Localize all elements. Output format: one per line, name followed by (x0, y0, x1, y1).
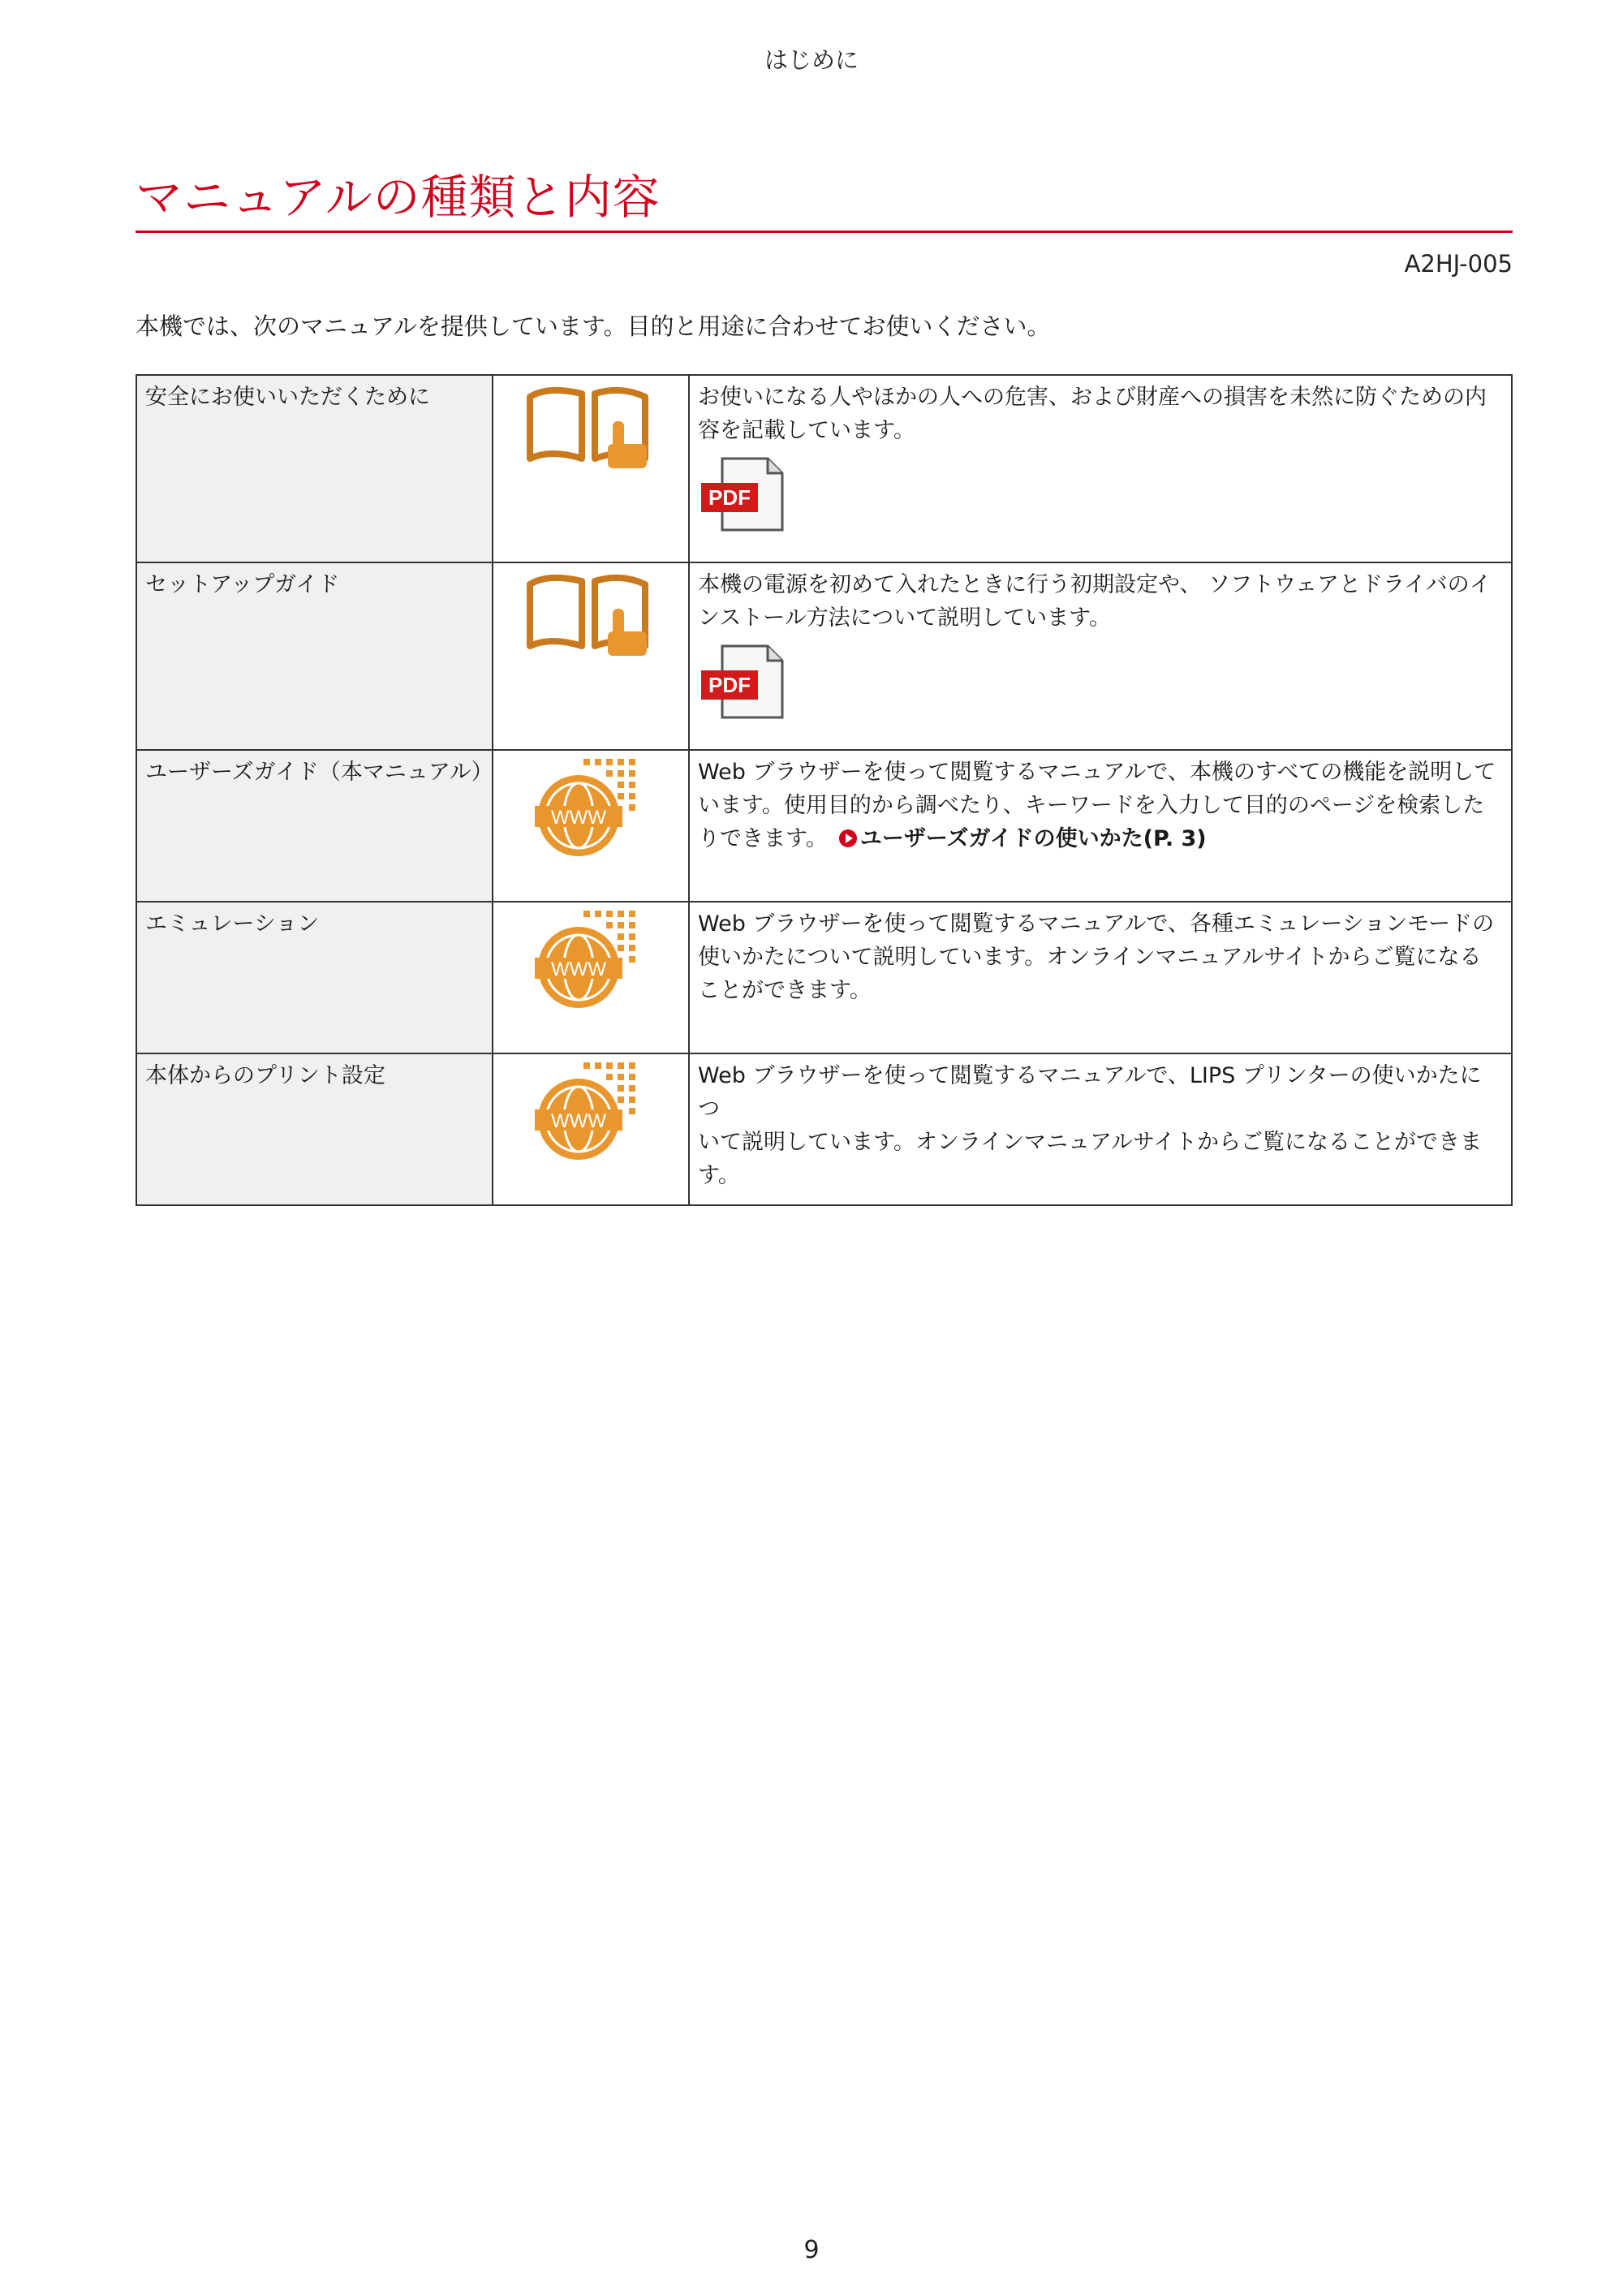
desc-line: ンストール方法について説明しています。 (698, 605, 1111, 631)
table-row (136, 562, 1512, 750)
desc-line: す。 (698, 1163, 740, 1188)
manual-name: 本体からのプリント設定 (136, 1053, 493, 1205)
page-number: 9 (803, 2236, 820, 2264)
svg-text:PDF: PDF (708, 673, 751, 697)
table-row (136, 375, 1512, 562)
desc-line: りできます。 (698, 826, 828, 851)
icon-cell (493, 902, 689, 1053)
link-arrow-icon (839, 829, 857, 847)
svg-text:WWW: WWW (551, 1110, 606, 1132)
desc-line: 容を記載しています。 (698, 418, 915, 443)
desc-line: いて説明しています。オンラインマニュアルサイトからご覧になることができま (698, 1130, 1483, 1155)
desc-line: Web ブラウザーを使って閲覧するマニュアルで、各種エミュレーションモードの (698, 911, 1495, 937)
pdf-icon[interactable] (698, 673, 787, 726)
manuals-table (136, 374, 1513, 1206)
manual-name: 安全にお使いいただくために (136, 375, 493, 562)
table-row (136, 750, 1512, 902)
desc-line: お使いになる人やほかの人への危害、および財産への損害を未然に防ぐための内 (698, 385, 1487, 410)
book-icon (523, 450, 658, 476)
icon-cell (493, 1053, 689, 1205)
manual-name: セットアップガイド (136, 562, 493, 750)
desc-line: ことができます。 (698, 978, 872, 1003)
manual-description (689, 902, 1512, 1053)
manual-description (689, 1053, 1512, 1205)
svg-text:WWW: WWW (551, 807, 606, 829)
book-icon (523, 638, 658, 663)
manual-description (689, 750, 1512, 902)
pdf-icon[interactable] (698, 485, 787, 539)
icon-cell (493, 750, 689, 902)
desc-line: 使いかたについて説明しています。オンラインマニュアルサイトからご覧になる (698, 945, 1482, 970)
table-row (136, 902, 1512, 1053)
desc-line: Web ブラウザーを使って閲覧するマニュアルで、LIPS プリンターの使いかたにつ (698, 1063, 1482, 1122)
desc-line: Web ブラウザーを使って閲覧するマニュアルで、本機のすべての機能を説明して (698, 760, 1496, 785)
svg-text:PDF: PDF (708, 485, 751, 510)
desc-line: 本機の電源を初めて入れたときに行う初期設定や、 ソフトウェアとドライバのイ (698, 572, 1492, 597)
www-globe-icon (530, 1110, 652, 1170)
manual-name: エミュレーション (136, 902, 493, 1053)
desc-line: います。使用目的から調べたり、キーワードを入力して目的のページを検索した (698, 793, 1485, 818)
icon-cell (493, 562, 689, 750)
desc-line-with-link (698, 822, 1503, 855)
doc-code: A2HJ-005 (1404, 250, 1513, 278)
running-header: はじめに (764, 46, 859, 74)
page-title: マニュアルの種類と内容 (136, 170, 661, 225)
www-globe-icon (530, 958, 652, 1019)
svg-text:WWW: WWW (551, 958, 606, 980)
guide-link[interactable]: ユーザーズガイドの使いかた(P. 3) (859, 826, 1207, 851)
title-rule (136, 230, 1513, 233)
table-row (136, 1053, 1512, 1205)
www-globe-icon (530, 807, 652, 867)
manual-description (689, 562, 1512, 750)
icon-cell (493, 375, 689, 562)
manual-name: ユーザーズガイド（本マニュアル） (136, 750, 493, 902)
manual-description (689, 375, 1512, 562)
intro-text: 本機では、次のマニュアルを提供しています。目的と用途に合わせてお使いください。 (136, 312, 1051, 340)
